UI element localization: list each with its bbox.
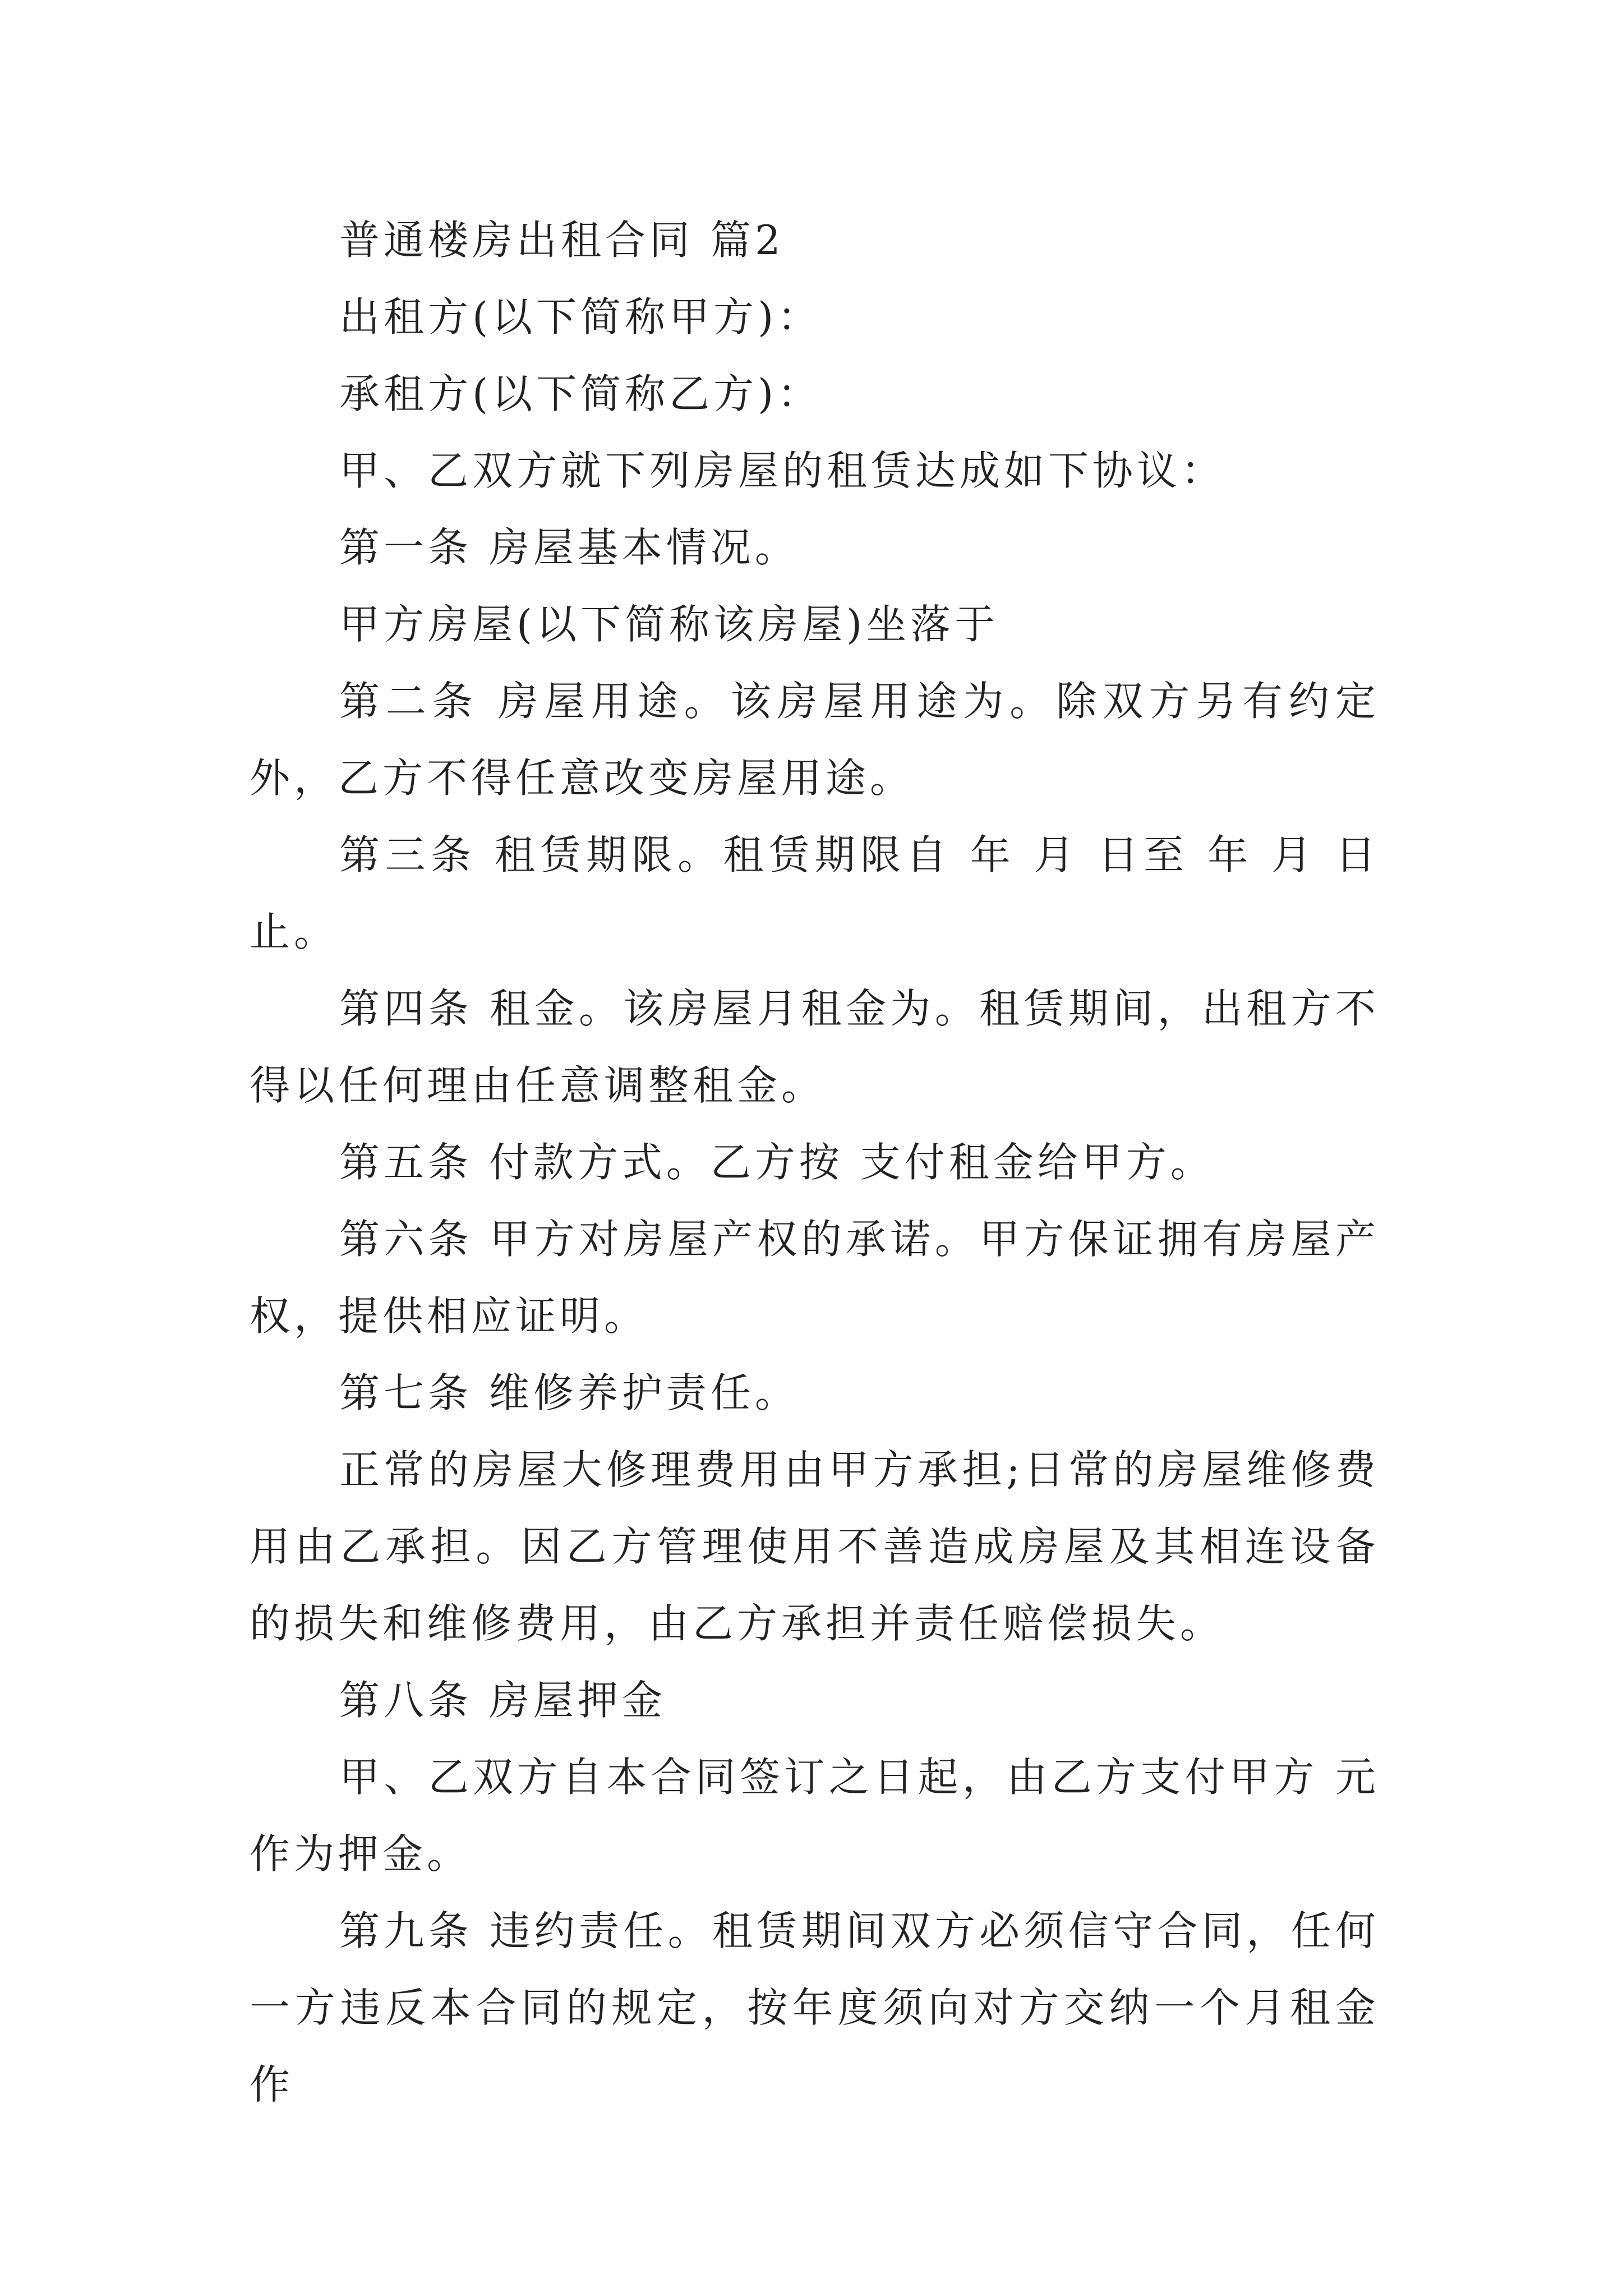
clause-4: 第四条 租金。该房屋月租金为。租赁期间，出租方不得以任何理由任意调整租金。 — [250, 985, 1380, 1109]
clause-7-body: 正常的房屋大修理费用由甲方承担;日常的房屋维修费用由乙承担。因乙方管理使用不善造成房屋及其相连设备的损失和维修费用，由乙方承担并责任赔偿损失。 — [250, 1446, 1380, 1647]
clause-8-heading: 第八条 房屋押金 — [339, 1677, 666, 1724]
lessor-line: 出租方(以下简称甲方)： — [339, 293, 822, 341]
clause-2: 第二条 房屋用途。该房屋用途为。除双方另有约定外，乙方不得任意改变房屋用途。 — [250, 678, 1380, 802]
clause-3: 第三条 租赁期限。租赁期限自 年 月 日至 年 月 日止。 — [250, 831, 1380, 955]
clause-5: 第五条 付款方式。乙方按 支付租金给甲方。 — [339, 1139, 1215, 1186]
agreement-intro: 甲、乙双方就下列房屋的租赁达成如下协议： — [339, 447, 1226, 494]
clause-6: 第六条 甲方对房屋产权的承诺。甲方保证拥有房屋产权，提供相应证明。 — [250, 1216, 1380, 1340]
document-title: 普通楼房出租合同 篇2 — [339, 217, 785, 264]
lessee-line: 承租方(以下简称乙方)： — [339, 370, 822, 417]
clause-1-body: 甲方房屋(以下简称该房屋)坐落于 — [339, 601, 999, 648]
clause-9: 第九条 违约责任。租赁期间双方必须信守合同，任何一方违反本合同的规定，按年度须向对方交纳一个月租金作 — [250, 1907, 1380, 2108]
clause-7-heading: 第七条 维修养护责任。 — [339, 1369, 799, 1416]
clause-8-body: 甲、乙双方自本合同签订之日起，由乙方支付甲方 元作为押金。 — [250, 1754, 1380, 1878]
document-body — [250, 202, 1380, 2123]
clause-1-heading: 第一条 房屋基本情况。 — [339, 524, 799, 571]
